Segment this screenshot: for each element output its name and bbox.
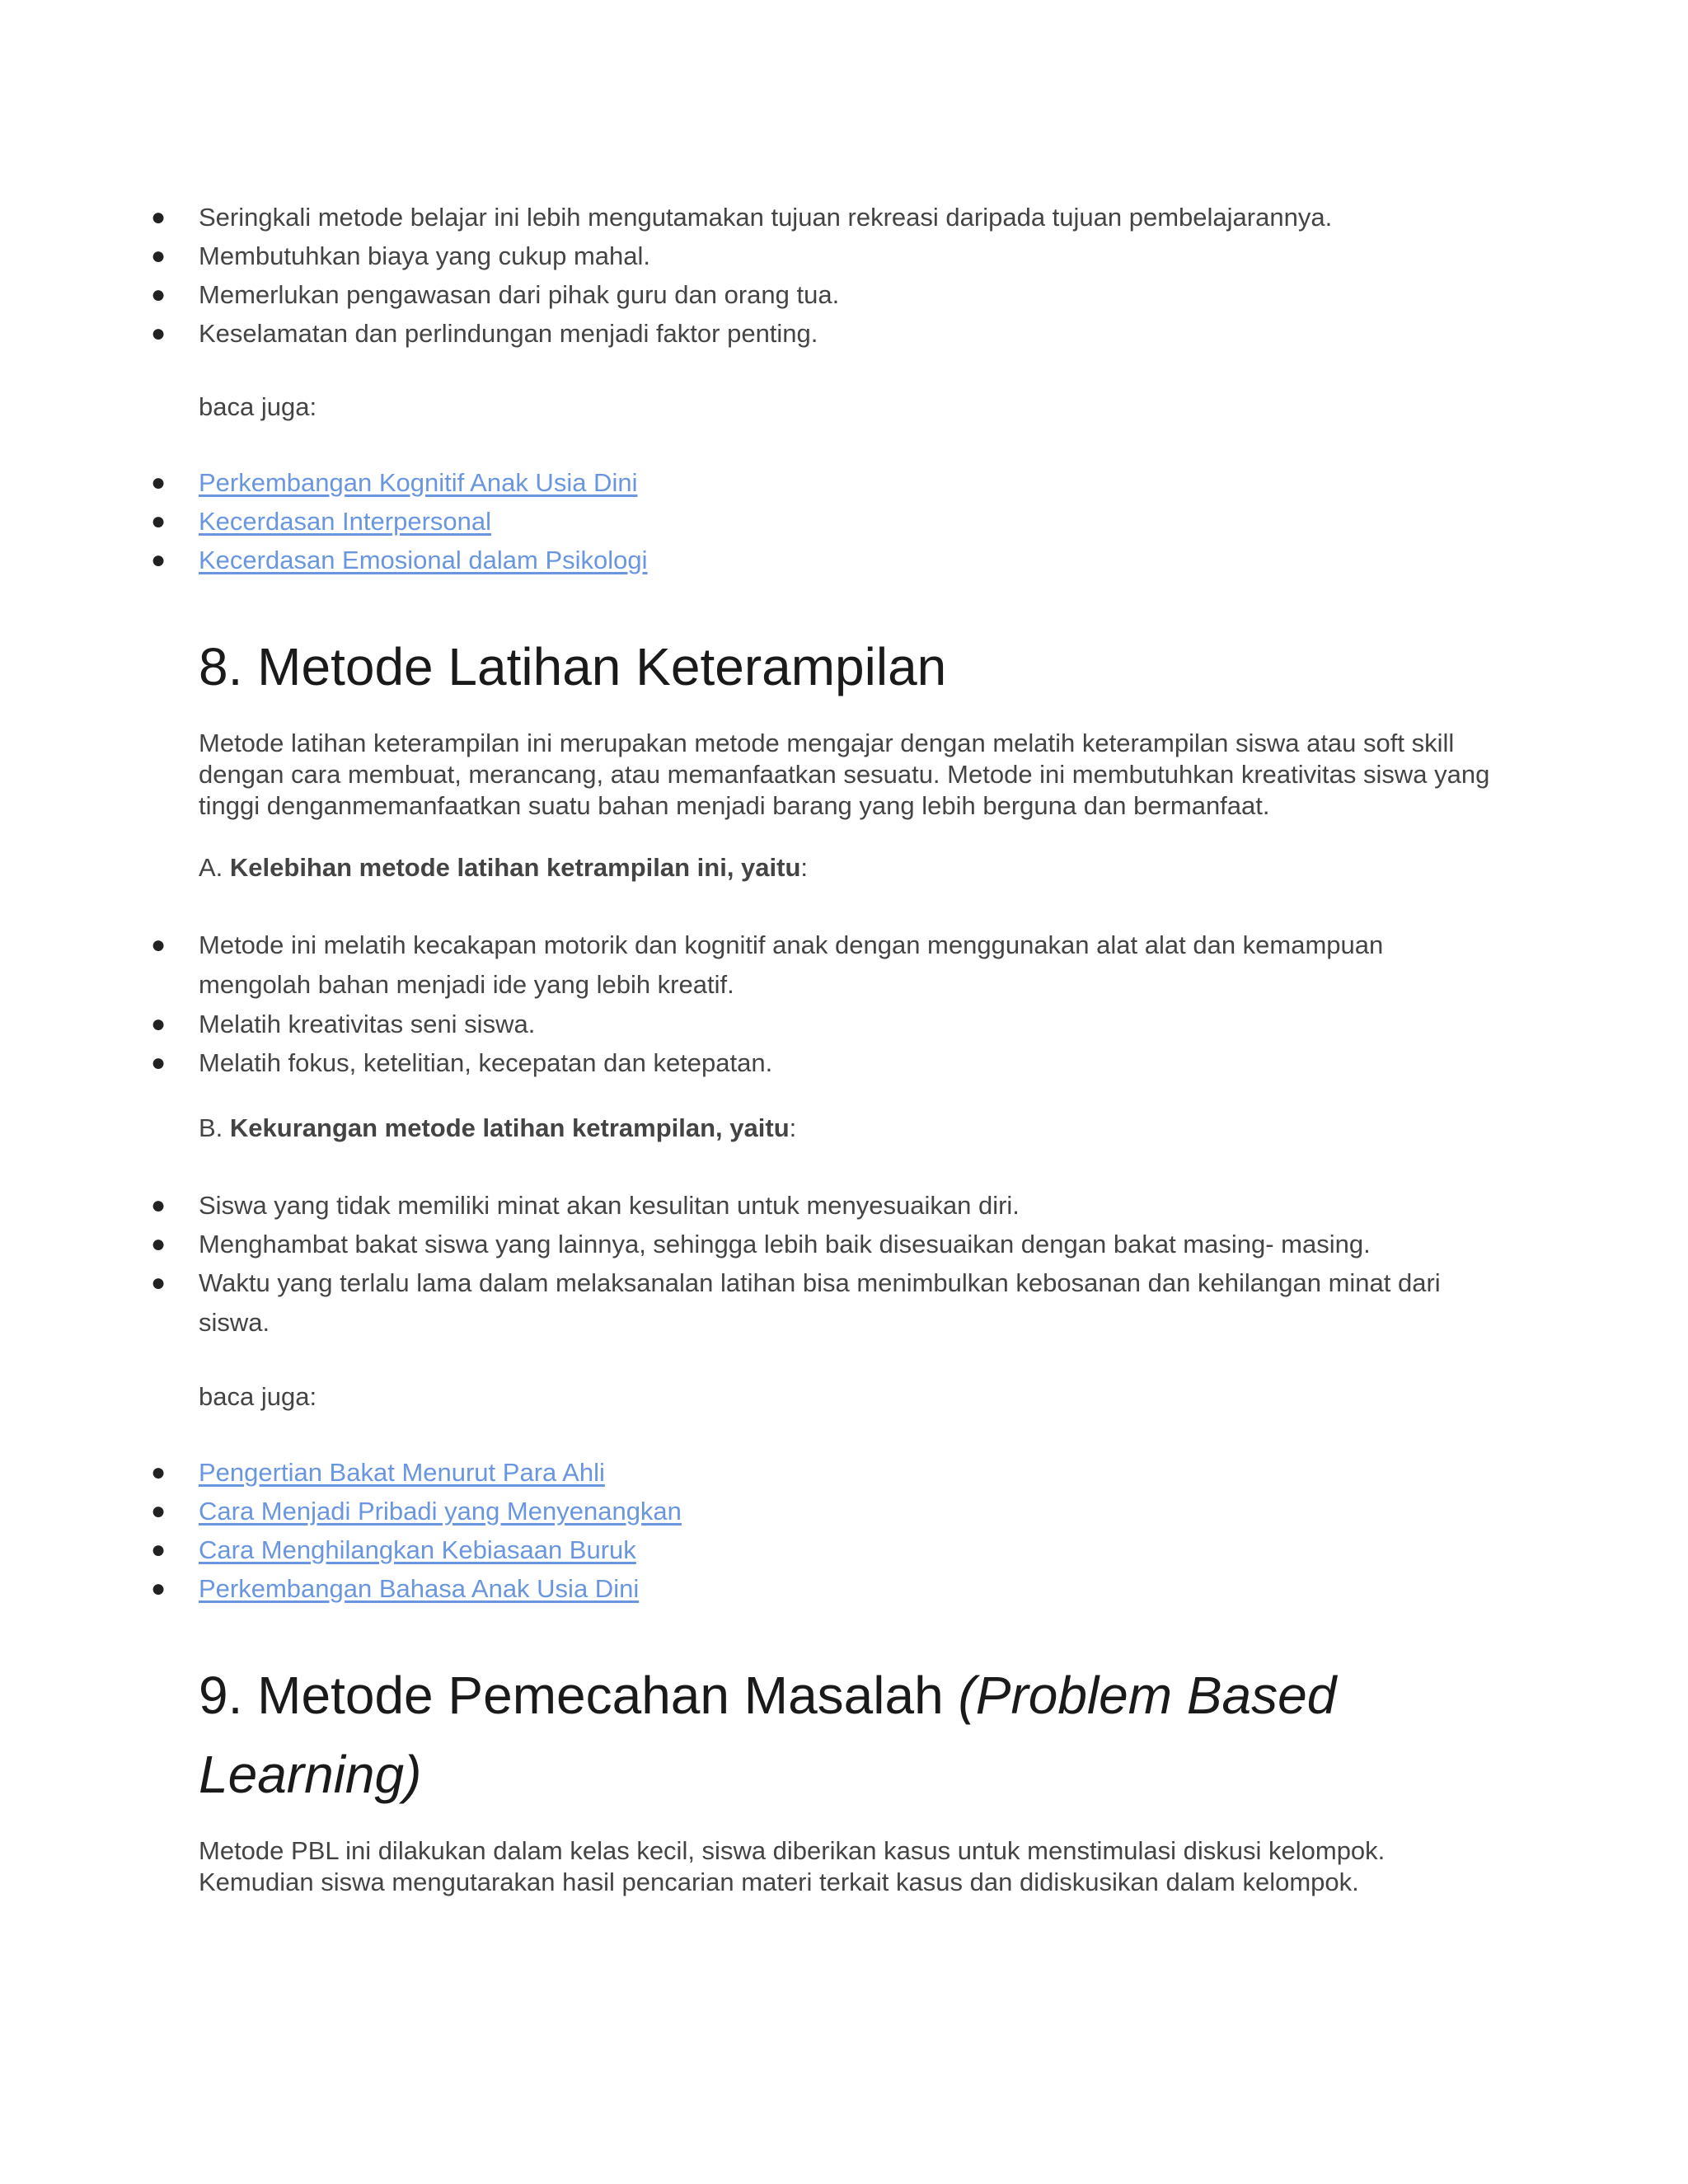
bullet-icon: ● — [151, 320, 166, 347]
section-9-title: 9. Metode Pemecahan Masalah (Problem Based Learning) — [199, 1666, 1337, 1804]
bullet-icon: ● — [151, 281, 166, 308]
link-item — [151, 463, 1501, 502]
related-link[interactable]: Perkembangan Bahasa Anak Usia Dini — [199, 1574, 640, 1603]
bullet-icon: ● — [151, 469, 166, 496]
list-item: ● Metode ini melatih kecakapan motorik dan kognitif anak dengan menggunakan alat alat dan kemampuan mengolah bahan menjadi ide yang lebih kreatif. — [199, 926, 1501, 1005]
baca-juga-label: baca juga: — [199, 392, 317, 421]
bullet-icon: ● — [151, 242, 166, 269]
bullet-icon: ● — [151, 1497, 166, 1525]
kekurangan-heading: B. Kekurangan metode latihan ketrampilan, yaitu: — [199, 1113, 797, 1142]
list-item: ● Melatih fokus, ketelitian, kecepatan dan ketepatan. — [199, 1043, 1501, 1082]
list-item: ● Melatih kreativitas seni siswa. — [199, 1005, 1501, 1043]
related-link[interactable]: Kecerdasan Emosional dalam Psikologi — [199, 546, 648, 574]
related-links-1 — [151, 463, 1501, 579]
bullet-icon: ● — [151, 546, 166, 574]
related-link[interactable]: Cara Menghilangkan Kebiasaan Buruk — [199, 1535, 636, 1564]
related-links-2 — [151, 1453, 1501, 1608]
related-link[interactable]: Pengertian Bakat Menurut Para Ahli — [199, 1458, 605, 1487]
bullet-icon: ● — [151, 1230, 166, 1258]
bullet-icon: ● — [151, 1269, 166, 1296]
kelebihan-list — [151, 926, 1501, 1082]
list-item: ● Membutuhkan biaya yang cukup mahal. — [199, 237, 1501, 275]
list-item: ● Seringkali metode belajar ini lebih mengutamakan tujuan rekreasi daripada tujuan pembelajarannya. — [199, 198, 1501, 237]
bullet-icon: ● — [151, 1536, 166, 1563]
link-item — [151, 502, 1501, 541]
kekurangan-list — [151, 1186, 1501, 1343]
link-item — [151, 541, 1501, 579]
baca-juga-label: baca juga: — [199, 1382, 317, 1411]
bullet-icon: ● — [151, 204, 166, 231]
section-9-intro: Metode PBL ini dilakukan dalam kelas kecil, siswa diberikan kasus untuk menstimulasi diskusi kelompok. Kemudian siswa mengutarakan hasil pencarian materi terkait kasus dan didiskusikan dalam kelompok. — [199, 1836, 1386, 1896]
list-item: ● Keselamatan dan perlindungan menjadi faktor penting. — [199, 314, 1501, 353]
related-link[interactable]: Kecerdasan Interpersonal — [199, 507, 492, 536]
list-item: ● Memerlukan pengawasan dari pihak guru dan orang tua. — [199, 275, 1501, 314]
section-8-title: 8. Metode Latihan Keterampilan — [199, 637, 947, 696]
related-link[interactable]: Cara Menjadi Pribadi yang Menyenangkan — [199, 1497, 682, 1526]
list-item: ● Menghambat bakat siswa yang lainnya, sehingga lebih baik disesuaikan dengan bakat masing- masing. — [199, 1225, 1501, 1263]
kelebihan-heading: A. Kelebihan metode latihan ketrampilan ini, yaitu: — [199, 853, 809, 882]
section-8-intro: Metode latihan keterampilan ini merupakan metode mengajar dengan melatih keterampilan siswa atau soft skill dengan cara membuat, merancang, atau memanfaatkan sesuatu. Metode ini membutuhkan kreativitas siswa yang tinggi denganmemanfaatkan suatu bahan menjadi barang yang lebih berguna dan bermanfaat. — [199, 729, 1490, 820]
bullet-icon: ● — [151, 1575, 166, 1602]
kekurangan-list-top — [151, 198, 1501, 353]
link-item — [151, 1492, 1501, 1530]
bullet-icon: ● — [151, 931, 166, 958]
list-item: ● Siswa yang tidak memiliki minat akan kesulitan untuk menyesuaikan diri. — [199, 1186, 1501, 1225]
bullet-icon: ● — [151, 1192, 166, 1219]
list-item: ● Waktu yang terlalu lama dalam melaksanalan latihan bisa menimbulkan kebosanan dan kehilangan minat dari siswa. — [199, 1263, 1501, 1343]
bullet-icon: ● — [151, 508, 166, 535]
related-link[interactable]: Perkembangan Kognitif Anak Usia Dini — [199, 468, 638, 497]
bullet-icon: ● — [151, 1049, 166, 1076]
link-item — [151, 1530, 1501, 1569]
link-item — [151, 1569, 1501, 1608]
link-item — [151, 1453, 1501, 1492]
document-content — [151, 198, 1501, 1898]
bullet-icon: ● — [151, 1010, 166, 1038]
bullet-icon: ● — [151, 1459, 166, 1486]
